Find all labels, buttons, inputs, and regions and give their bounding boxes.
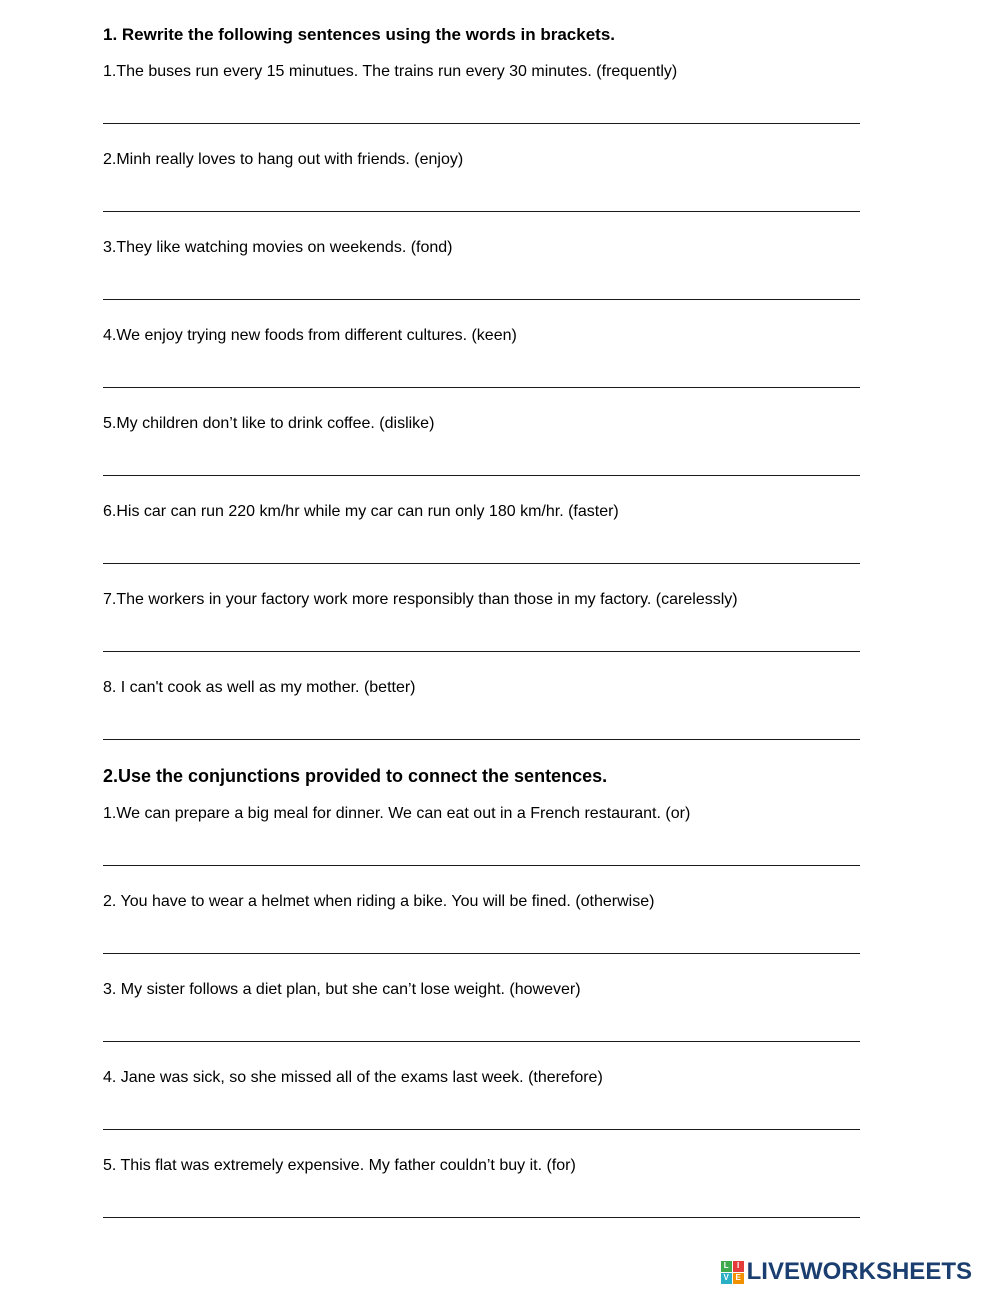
question-text: 1.We can prepare a big meal for dinner. We can eat out in a French restaurant. (or) xyxy=(103,805,691,822)
question-text: 4. Jane was sick, so she missed all of the exams last week. (therefore) xyxy=(103,1069,603,1086)
worksheet-content xyxy=(103,24,860,1218)
question-text: 8. I can't cook as well as my mother. (better) xyxy=(103,679,416,696)
answer-line[interactable] xyxy=(103,299,860,300)
question-block xyxy=(103,590,860,652)
logo-square-l: L xyxy=(721,1261,732,1272)
answer-line[interactable] xyxy=(103,211,860,212)
liveworksheets-icon xyxy=(721,1261,744,1284)
question-block xyxy=(103,1156,860,1218)
question-block xyxy=(103,892,860,954)
logo-square-v: V xyxy=(721,1273,732,1284)
answer-line[interactable] xyxy=(103,563,860,564)
question-block xyxy=(103,502,860,564)
answer-line[interactable] xyxy=(103,123,860,124)
question-block xyxy=(103,326,860,388)
liveworksheets-logo[interactable] xyxy=(721,1258,972,1286)
question-block xyxy=(103,150,860,212)
question-text: 5. This flat was extremely expensive. My father couldn’t buy it. (for) xyxy=(103,1157,576,1174)
answer-line[interactable] xyxy=(103,865,860,866)
question-block xyxy=(103,678,860,740)
brand-text: LIVEWORKSHEETS xyxy=(746,1258,972,1285)
question-text: 6.His car can run 220 km/hr while my car can run only 180 km/hr. (faster) xyxy=(103,503,619,520)
question-text: 3. My sister follows a diet plan, but she can’t lose weight. (however) xyxy=(103,981,581,998)
question-text: 4.We enjoy trying new foods from different cultures. (keen) xyxy=(103,327,517,344)
section-1-title: 1. Rewrite the following sentences using the words in brackets. xyxy=(103,25,616,44)
section-2-title: 2.Use the conjunctions provided to connect the sentences. xyxy=(103,766,608,786)
question-text: 2.Minh really loves to hang out with friends. (enjoy) xyxy=(103,151,464,168)
question-block xyxy=(103,804,860,866)
question-block xyxy=(103,238,860,300)
answer-line[interactable] xyxy=(103,475,860,476)
answer-line[interactable] xyxy=(103,953,860,954)
question-text: 7.The workers in your factory work more responsibly than those in my factory. (carelessly) xyxy=(103,591,738,608)
answer-line[interactable] xyxy=(103,1129,860,1130)
answer-line[interactable] xyxy=(103,1041,860,1042)
question-block xyxy=(103,980,860,1042)
question-block xyxy=(103,62,860,124)
question-text: 2. You have to wear a helmet when riding a bike. You will be fined. (otherwise) xyxy=(103,893,655,910)
logo-square-e: E xyxy=(733,1273,744,1284)
answer-line[interactable] xyxy=(103,387,860,388)
question-text: 5.My children don’t like to drink coffee. (dislike) xyxy=(103,415,435,432)
logo-square-i: I xyxy=(733,1261,744,1272)
question-text: 1.The buses run every 15 minutues. The trains run every 30 minutes. (frequently) xyxy=(103,63,678,80)
answer-line[interactable] xyxy=(103,1217,860,1218)
question-block xyxy=(103,414,860,476)
answer-line[interactable] xyxy=(103,739,860,740)
question-block xyxy=(103,1068,860,1130)
answer-line[interactable] xyxy=(103,651,860,652)
question-text: 3.They like watching movies on weekends. (fond) xyxy=(103,239,453,256)
